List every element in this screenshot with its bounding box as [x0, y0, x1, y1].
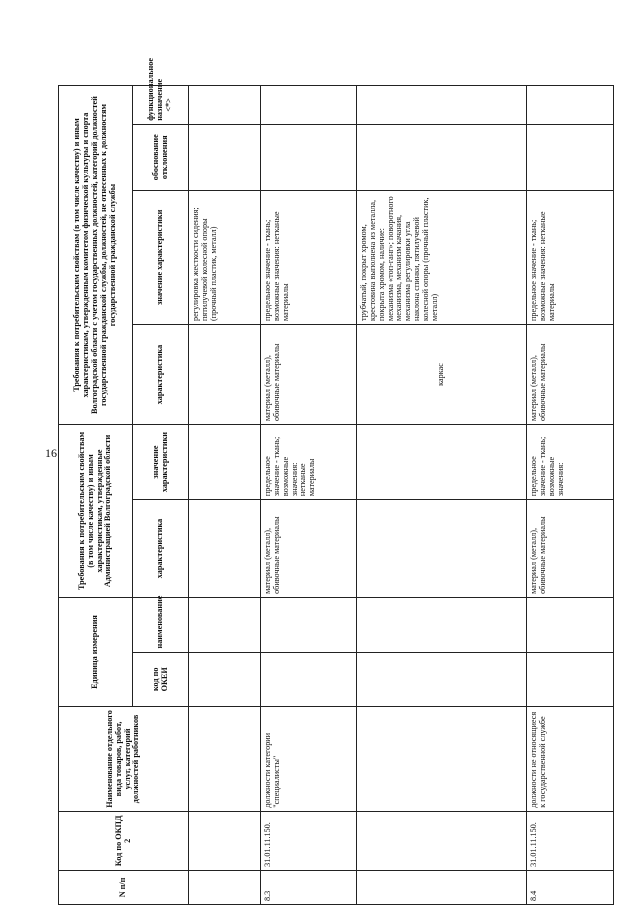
cell-num — [189, 870, 261, 904]
cell-unit-name — [527, 597, 614, 652]
cell-functional — [527, 86, 614, 125]
cell-functional — [261, 86, 357, 125]
cell-comm-char: каркас — [357, 324, 527, 424]
page-number: 16 — [45, 446, 57, 460]
cell-unit-code — [357, 652, 527, 707]
cell-unit-name — [357, 597, 527, 652]
cell-admin-char: материал (металл), обивочные материалы — [261, 500, 357, 598]
header-unit-name: наименование — [133, 597, 189, 652]
rotated-sheet — [58, 48, 640, 901]
cell-comm-char — [189, 324, 261, 424]
cell-num: 8.3 — [261, 870, 357, 904]
table-row — [527, 86, 614, 905]
header-num: N п/п — [59, 870, 189, 904]
cell-functional — [189, 86, 261, 125]
cell-unit-code — [527, 652, 614, 707]
cell-justification — [261, 124, 357, 190]
header-req-committee: Требования к потребительским свойствам (в том числе качеству) и иным характеристикам, утвержденным комитетом физической культуры и спорта Волгоградской области с учетом государственных должностей, категорий должностей государственной гражданской службы, должностей, не отнесенных к должностям государственной гражданской службы — [59, 86, 133, 425]
cell-admin-value — [189, 425, 261, 500]
header-char2: характеристика — [133, 324, 189, 424]
cell-admin-value: предельное значение - ткань; возможные значения: нетканые материалы — [261, 425, 357, 500]
cell-admin-char — [189, 500, 261, 598]
cell-justification — [189, 124, 261, 190]
cell-justification — [357, 124, 527, 190]
cell-okpd: 31.01.11.150. — [261, 811, 357, 870]
cell-comm-char: материал (металл), обивочные материалы — [261, 324, 357, 424]
cell-name — [357, 707, 527, 812]
cell-comm-char: материал (металл), обивочные материалы — [527, 324, 614, 424]
cell-comm-value: регулировка жесткости сидения; пятилучевой колесной опоры (прочный пластик, металл) — [189, 190, 261, 324]
cell-unit-code — [261, 652, 357, 707]
header-okpd: Код по ОКПД 2 — [59, 811, 189, 870]
cell-admin-value — [357, 425, 527, 500]
cell-comm-value: предельное значение - ткань; возможные значения: нетканые материалы — [261, 190, 357, 324]
header-functional: функциональное назначение <*> — [133, 86, 189, 125]
requirements-table — [58, 58, 614, 905]
rotated-content — [58, 58, 614, 905]
cell-functional — [357, 86, 527, 125]
cell-unit-name — [261, 597, 357, 652]
cell-justification — [527, 124, 614, 190]
cell-name: должности категории "специалисты" — [261, 707, 357, 812]
cell-okpd: 31.01.11.150. — [527, 811, 614, 870]
header-justification: обоснование отклонения — [133, 124, 189, 190]
cell-unit-code — [189, 652, 261, 707]
header-name: Наименование отдельного вида товаров, работ, услуг, категорий должностей работников — [59, 707, 189, 812]
cell-num — [357, 870, 527, 904]
header-char-value: значение характеристики — [133, 425, 189, 500]
cell-num: 8.4 — [527, 870, 614, 904]
cell-okpd — [357, 811, 527, 870]
cell-okpd — [189, 811, 261, 870]
table-row — [189, 86, 261, 905]
cell-admin-value: предельное значение - ткань; возможные значения: — [527, 425, 614, 500]
header-unit-code: код по ОКЕИ — [133, 652, 189, 707]
cell-comm-value: предельное значение - ткань; возможные значения: нетканые материалы — [527, 190, 614, 324]
header-char: характеристика — [133, 500, 189, 598]
cell-comm-value: трубчатый, покрыт хромом, крестовина выполнена из металла, покрыта хромом, наличие: механизма «топ-ганг»; поворотного механизма, механизм качания, механизма регулировки угла наклона спинки, пятилучевой колесной опоры (прочный пластик, металл) — [357, 190, 527, 324]
cell-unit-name — [189, 597, 261, 652]
header-unit: Единица измерения — [59, 597, 133, 706]
table-row — [357, 86, 527, 905]
cell-admin-char: материал (металл), обивочные материалы — [527, 500, 614, 598]
cell-admin-char — [357, 500, 527, 598]
cell-name: должности не относящиеся к государственной службе — [527, 707, 614, 812]
header-req-admin: Требования к потребительским свойствам (в том числе качеству) и иным характеристикам, утвержденные Администрацией Волгоградской области — [59, 425, 133, 598]
cell-name — [189, 707, 261, 812]
table-row — [261, 86, 357, 905]
header-char-value2: значение характеристики — [133, 190, 189, 324]
